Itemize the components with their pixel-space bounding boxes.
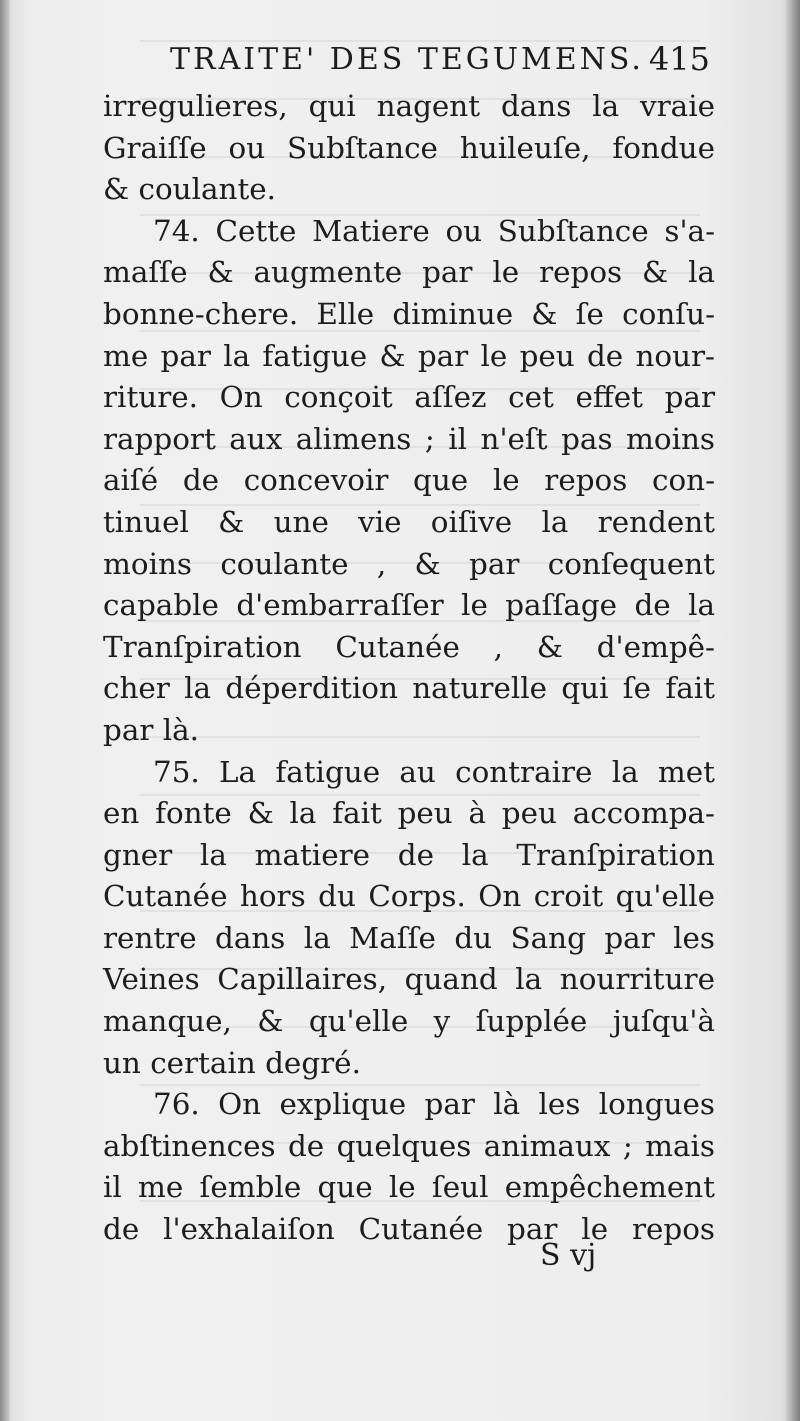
text-line: gner la matiere de la Tranſpiration	[103, 837, 715, 872]
running-head	[170, 38, 710, 88]
text-line: Graiſſe ou Subſtance huileuſe, fondue	[103, 130, 715, 165]
text-line: manque, & qu'elle y ſupplée juſqu'à	[103, 1004, 715, 1039]
text-line: cher la déperdition naturelle qui ſe fait	[103, 671, 715, 706]
text-line: & coulante.	[103, 172, 276, 207]
text-line: Cutanée hors du Corps. On croit qu'elle	[103, 879, 715, 914]
text-line: me par la fatigue & par le peu de nour-	[103, 338, 715, 373]
paragraph-74-start: 74. Cette Matiere ou Subſtance s'a-	[153, 213, 715, 248]
text-line: riture. On conçoit aſſez cet effet par	[103, 380, 715, 415]
page-number: 415	[648, 40, 710, 78]
running-title: TRAITE' DES TEGUMENS.	[170, 42, 644, 77]
text-line: rapport aux alimens ; il n'eſt pas moins	[103, 421, 715, 456]
text-line: par là.	[103, 712, 199, 747]
paragraph-75-start: 75. La fatigue au contraire la met	[153, 754, 715, 789]
text-line: un certain degré.	[103, 1045, 361, 1080]
text-line: Tranſpiration Cutanée , & d'empê-	[103, 629, 715, 664]
text-line: bonne-chere. Elle diminue & ſe conſu-	[103, 296, 715, 331]
body-text	[103, 86, 715, 1251]
text-line: tinuel & une vie oiſive la rendent	[103, 504, 715, 539]
text-line: il me ſemble que le ſeul empêchement	[103, 1170, 715, 1205]
text-line: irregulieres, qui nagent dans la vraie	[103, 89, 715, 123]
text-line: en fonte & la fait peu à peu accompa-	[103, 796, 715, 831]
text-line: aiſé de concevoir que le repos con-	[103, 463, 715, 498]
text-line: maſſe & augmente par le repos & la	[103, 255, 715, 290]
text-line: abſtinences de quelques animaux ; mais	[103, 1128, 715, 1163]
page-right-edge	[786, 0, 800, 1421]
text-line: de l'exhalaiſon Cutanée par le repos	[103, 1212, 715, 1247]
text-line: capable d'embarraſſer le paſſage de la	[103, 588, 715, 623]
text-line: rentre dans la Maſſe du Sang par les	[103, 920, 715, 955]
page-left-edge	[0, 0, 10, 1421]
text-line: moins coulante , & par conſequent	[103, 546, 715, 581]
text-line: Veines Capillaires, quand la nourriture	[103, 962, 715, 997]
paragraph-76-start: 76. On explique par là les longues	[153, 1087, 715, 1122]
signature-mark: S vj	[540, 1238, 597, 1273]
